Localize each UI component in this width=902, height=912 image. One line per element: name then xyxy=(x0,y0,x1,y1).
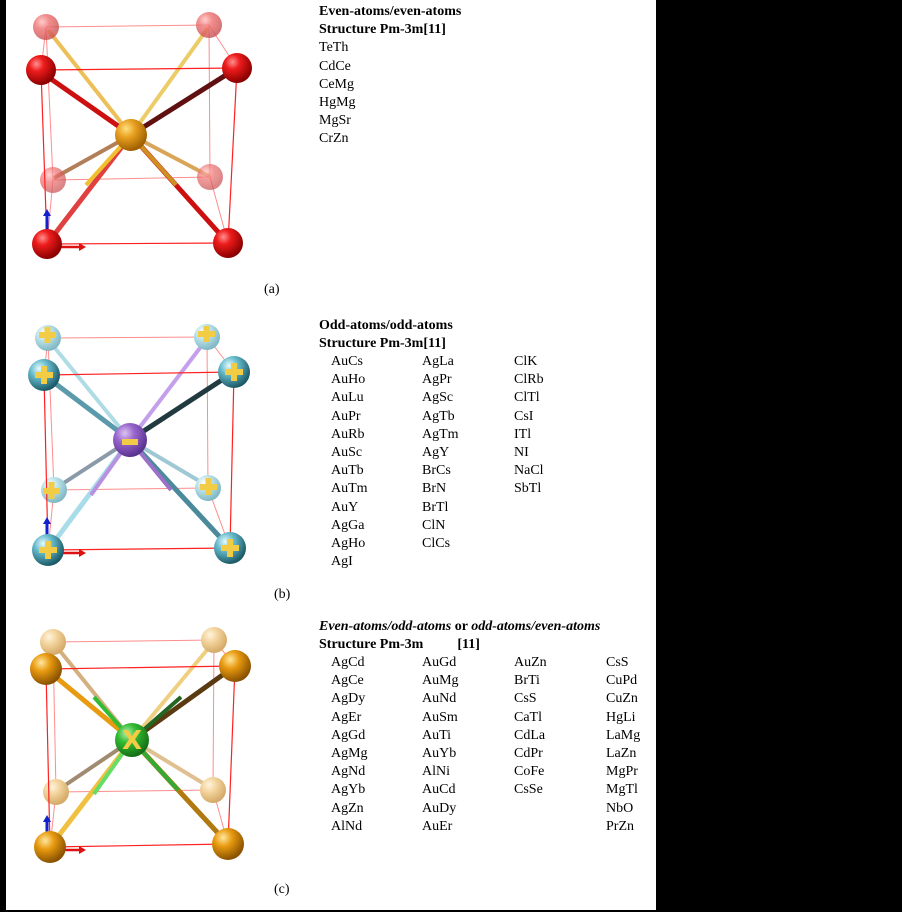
compound-item: AgSc xyxy=(422,390,454,406)
compound-column-b-2 xyxy=(422,353,459,553)
compound-item: AlNd xyxy=(331,818,363,834)
compound-item: MgSr xyxy=(319,113,351,129)
compound-item: NI xyxy=(514,444,529,460)
compound-item: CsS xyxy=(514,691,537,707)
compound-item: AgYb xyxy=(331,782,366,798)
compound-item: AuYb xyxy=(422,745,457,761)
compound-item: BrCs xyxy=(422,463,451,479)
x-mark-icon: X xyxy=(121,726,143,756)
compound-column-c-1 xyxy=(331,654,368,836)
panel-a xyxy=(6,0,656,305)
compound-list-a xyxy=(319,3,461,149)
panel-heading-b: Odd-atoms/odd-atoms xyxy=(319,318,453,333)
compound-item: AgTb xyxy=(422,408,455,424)
compound-item: AgNd xyxy=(331,764,366,780)
compound-item: AgGa xyxy=(331,517,365,533)
reference-label: [11] xyxy=(457,637,480,653)
compound-item: CsSe xyxy=(514,782,543,798)
compound-item: AuTi xyxy=(422,727,452,743)
compound-item: AgGd xyxy=(331,727,366,743)
compound-item: AuCd xyxy=(422,782,456,798)
heading-even-odd: Even-atoms/odd-atoms xyxy=(319,619,452,634)
compound-item: CrZn xyxy=(319,131,349,147)
panel-caption-c: (c) xyxy=(274,882,290,897)
compound-item: AuCs xyxy=(331,354,363,369)
compound-list-b xyxy=(319,317,649,587)
compound-item: MgPr xyxy=(606,764,638,780)
compound-item: AuLu xyxy=(331,390,364,406)
compound-column-b-1 xyxy=(331,353,368,571)
compound-item: AuTm xyxy=(331,481,368,497)
compound-item: ClCs xyxy=(422,535,451,551)
compound-item: CuZn xyxy=(606,691,638,707)
compound-item: HgMg xyxy=(319,94,356,110)
structure-label: Structure Pm-3m xyxy=(319,637,424,653)
compound-item: HgLi xyxy=(606,709,636,725)
compound-column-c-3 xyxy=(514,654,547,800)
compound-item: AuEr xyxy=(422,818,453,834)
heading-odd-even: odd-atoms/even-atoms xyxy=(471,619,601,634)
panel-caption-b: (b) xyxy=(274,587,291,602)
compound-item: BrTl xyxy=(422,499,449,515)
compound-item: AgY xyxy=(422,444,450,460)
compound-item: AuZn xyxy=(514,655,547,670)
compound-item: AuRb xyxy=(331,426,365,442)
minus-icon xyxy=(122,439,138,445)
compound-item: AgI xyxy=(331,554,353,570)
compound-item: AuGd xyxy=(422,655,457,670)
compound-item: AgPr xyxy=(422,372,452,388)
compound-item: AgEr xyxy=(331,709,362,725)
compound-item: AgLa xyxy=(422,354,454,369)
compound-item: CoFe xyxy=(514,764,545,780)
compound-item: AgTm xyxy=(422,426,459,442)
compound-item: AuPr xyxy=(331,408,361,424)
compound-item: AgCd xyxy=(331,655,365,670)
compound-item: AgZn xyxy=(331,800,364,816)
figure-page xyxy=(6,0,656,910)
compound-item: ClRb xyxy=(514,372,544,388)
compound-item: CdCe xyxy=(319,58,351,74)
panel-c xyxy=(6,612,656,910)
cscl-unit-cell-odd-odd xyxy=(6,310,306,610)
compound-item: AuTb xyxy=(331,463,364,479)
compound-column-c-2 xyxy=(422,654,459,836)
compound-item: SbTl xyxy=(514,481,542,497)
compound-item: AuNd xyxy=(422,691,457,707)
compound-item: ITl xyxy=(514,426,532,442)
panel-structure-c xyxy=(319,636,656,654)
compound-item: AgCe xyxy=(331,673,364,689)
compound-item: NbO xyxy=(606,800,634,816)
compound-column-a-1 xyxy=(319,39,461,148)
compound-item: PrZn xyxy=(606,818,634,834)
heading-or: or xyxy=(451,619,472,634)
compound-item: BrTi xyxy=(514,673,540,689)
panel-structure-b: Structure Pm-3m[11] xyxy=(319,336,446,352)
cscl-unit-cell-even-odd xyxy=(6,612,306,912)
compound-item: AuSm xyxy=(422,709,458,725)
compound-item: MgTl xyxy=(606,782,638,798)
compound-item: CsI xyxy=(514,408,534,424)
compound-item: AgHo xyxy=(331,535,366,551)
crystal-structure-a xyxy=(6,0,306,300)
compound-item: AuMg xyxy=(422,673,459,689)
compound-item: AlNi xyxy=(422,764,450,780)
compound-item: CeMg xyxy=(319,76,354,92)
panel-b xyxy=(6,310,656,610)
compound-column-b-3 xyxy=(514,353,544,499)
compound-item: AuY xyxy=(331,499,359,515)
compound-item: CaTl xyxy=(514,709,542,725)
compound-item: CuPd xyxy=(606,673,638,689)
compound-item: ClN xyxy=(422,517,446,533)
panel-heading-c xyxy=(319,618,656,636)
compound-list-c xyxy=(319,618,656,868)
compound-item: AgMg xyxy=(331,745,368,761)
crystal-structure-b xyxy=(6,310,306,610)
compound-item: TeTh xyxy=(319,40,349,56)
compound-item: ClTl xyxy=(514,390,540,406)
compound-item: CdLa xyxy=(514,727,546,743)
compound-item: NaCl xyxy=(514,463,544,479)
crystal-structure-c xyxy=(6,612,306,912)
panel-heading-a: Even-atoms/even-atoms xyxy=(319,4,462,19)
compound-item: AuSc xyxy=(331,444,363,460)
cscl-unit-cell-even-even xyxy=(6,0,306,300)
compound-column-c-4 xyxy=(606,654,640,836)
compound-item: LaMg xyxy=(606,727,641,743)
compound-item: LaZn xyxy=(606,745,637,761)
panel-structure-a: Structure Pm-3m[11] xyxy=(319,22,446,38)
compound-item: BrN xyxy=(422,481,447,497)
panel-caption-a: (a) xyxy=(264,282,280,297)
compound-item: AuDy xyxy=(422,800,457,816)
compound-item: CsS xyxy=(606,655,629,670)
compound-item: AgDy xyxy=(331,691,366,707)
compound-item: ClK xyxy=(514,354,538,369)
compound-item: AuHo xyxy=(331,372,366,388)
compound-item: CdPr xyxy=(514,745,543,761)
